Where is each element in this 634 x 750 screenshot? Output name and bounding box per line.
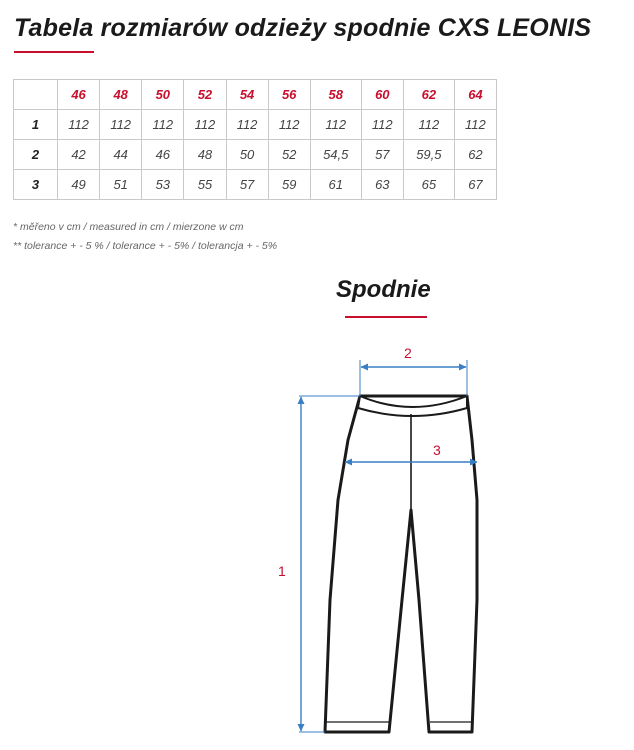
row-label: 2 (14, 140, 58, 170)
table-cell: 54,5 (310, 140, 361, 170)
dimension-label-2: 2 (404, 345, 412, 361)
table-cell: 65 (403, 170, 454, 200)
row-label: 3 (14, 170, 58, 200)
size-header-cell: 50 (142, 80, 184, 110)
table-cell: 112 (58, 110, 100, 140)
size-header-cell: 46 (58, 80, 100, 110)
table-cell: 48 (184, 140, 226, 170)
table-cell: 112 (100, 110, 142, 140)
table-cell: 63 (361, 170, 403, 200)
table-cell: 52 (268, 140, 310, 170)
trousers-icon (325, 396, 477, 732)
table-cell: 112 (268, 110, 310, 140)
measurement-note: * měřeno v cm / measured in cm / mierzone w cm (13, 221, 244, 233)
size-header-cell: 52 (184, 80, 226, 110)
table-cell: 57 (361, 140, 403, 170)
table-cell: 57 (226, 170, 268, 200)
table-cell: 59 (268, 170, 310, 200)
size-header-cell: 56 (268, 80, 310, 110)
page-title: Tabela rozmiarów odzieży spodnie CXS LEONIS (14, 14, 592, 42)
dimension-label-3: 3 (433, 442, 441, 458)
table-cell: 112 (454, 110, 496, 140)
table-cell: 112 (361, 110, 403, 140)
size-header-cell: 64 (454, 80, 496, 110)
table-cell: 112 (310, 110, 361, 140)
table-cell: 53 (142, 170, 184, 200)
table-cell: 67 (454, 170, 496, 200)
table-cell: 62 (454, 140, 496, 170)
table-cell: 112 (184, 110, 226, 140)
table-cell: 55 (184, 170, 226, 200)
table-cell: 112 (142, 110, 184, 140)
table-cell: 49 (58, 170, 100, 200)
table-cell: 44 (100, 140, 142, 170)
section-title: Spodnie (336, 276, 431, 303)
table-cell: 112 (226, 110, 268, 140)
table-cell: 46 (142, 140, 184, 170)
row-label: 1 (14, 110, 58, 140)
tolerance-note: ** tolerance + - 5 % / tolerance + - 5% / tolerancja + - 5% (13, 240, 278, 252)
table-cell: 42 (58, 140, 100, 170)
size-header-cell: 58 (310, 80, 361, 110)
table-cell: 59,5 (403, 140, 454, 170)
size-header-cell: 60 (361, 80, 403, 110)
size-header-cell: 48 (100, 80, 142, 110)
table-cell: 51 (100, 170, 142, 200)
table-cell: 112 (403, 110, 454, 140)
dimension-label-1: 1 (278, 563, 286, 579)
size-header-cell: 54 (226, 80, 268, 110)
size-header-cell: 62 (403, 80, 454, 110)
dimension-2-waist (360, 360, 467, 396)
table-cell: 50 (226, 140, 268, 170)
table-cell: 61 (310, 170, 361, 200)
